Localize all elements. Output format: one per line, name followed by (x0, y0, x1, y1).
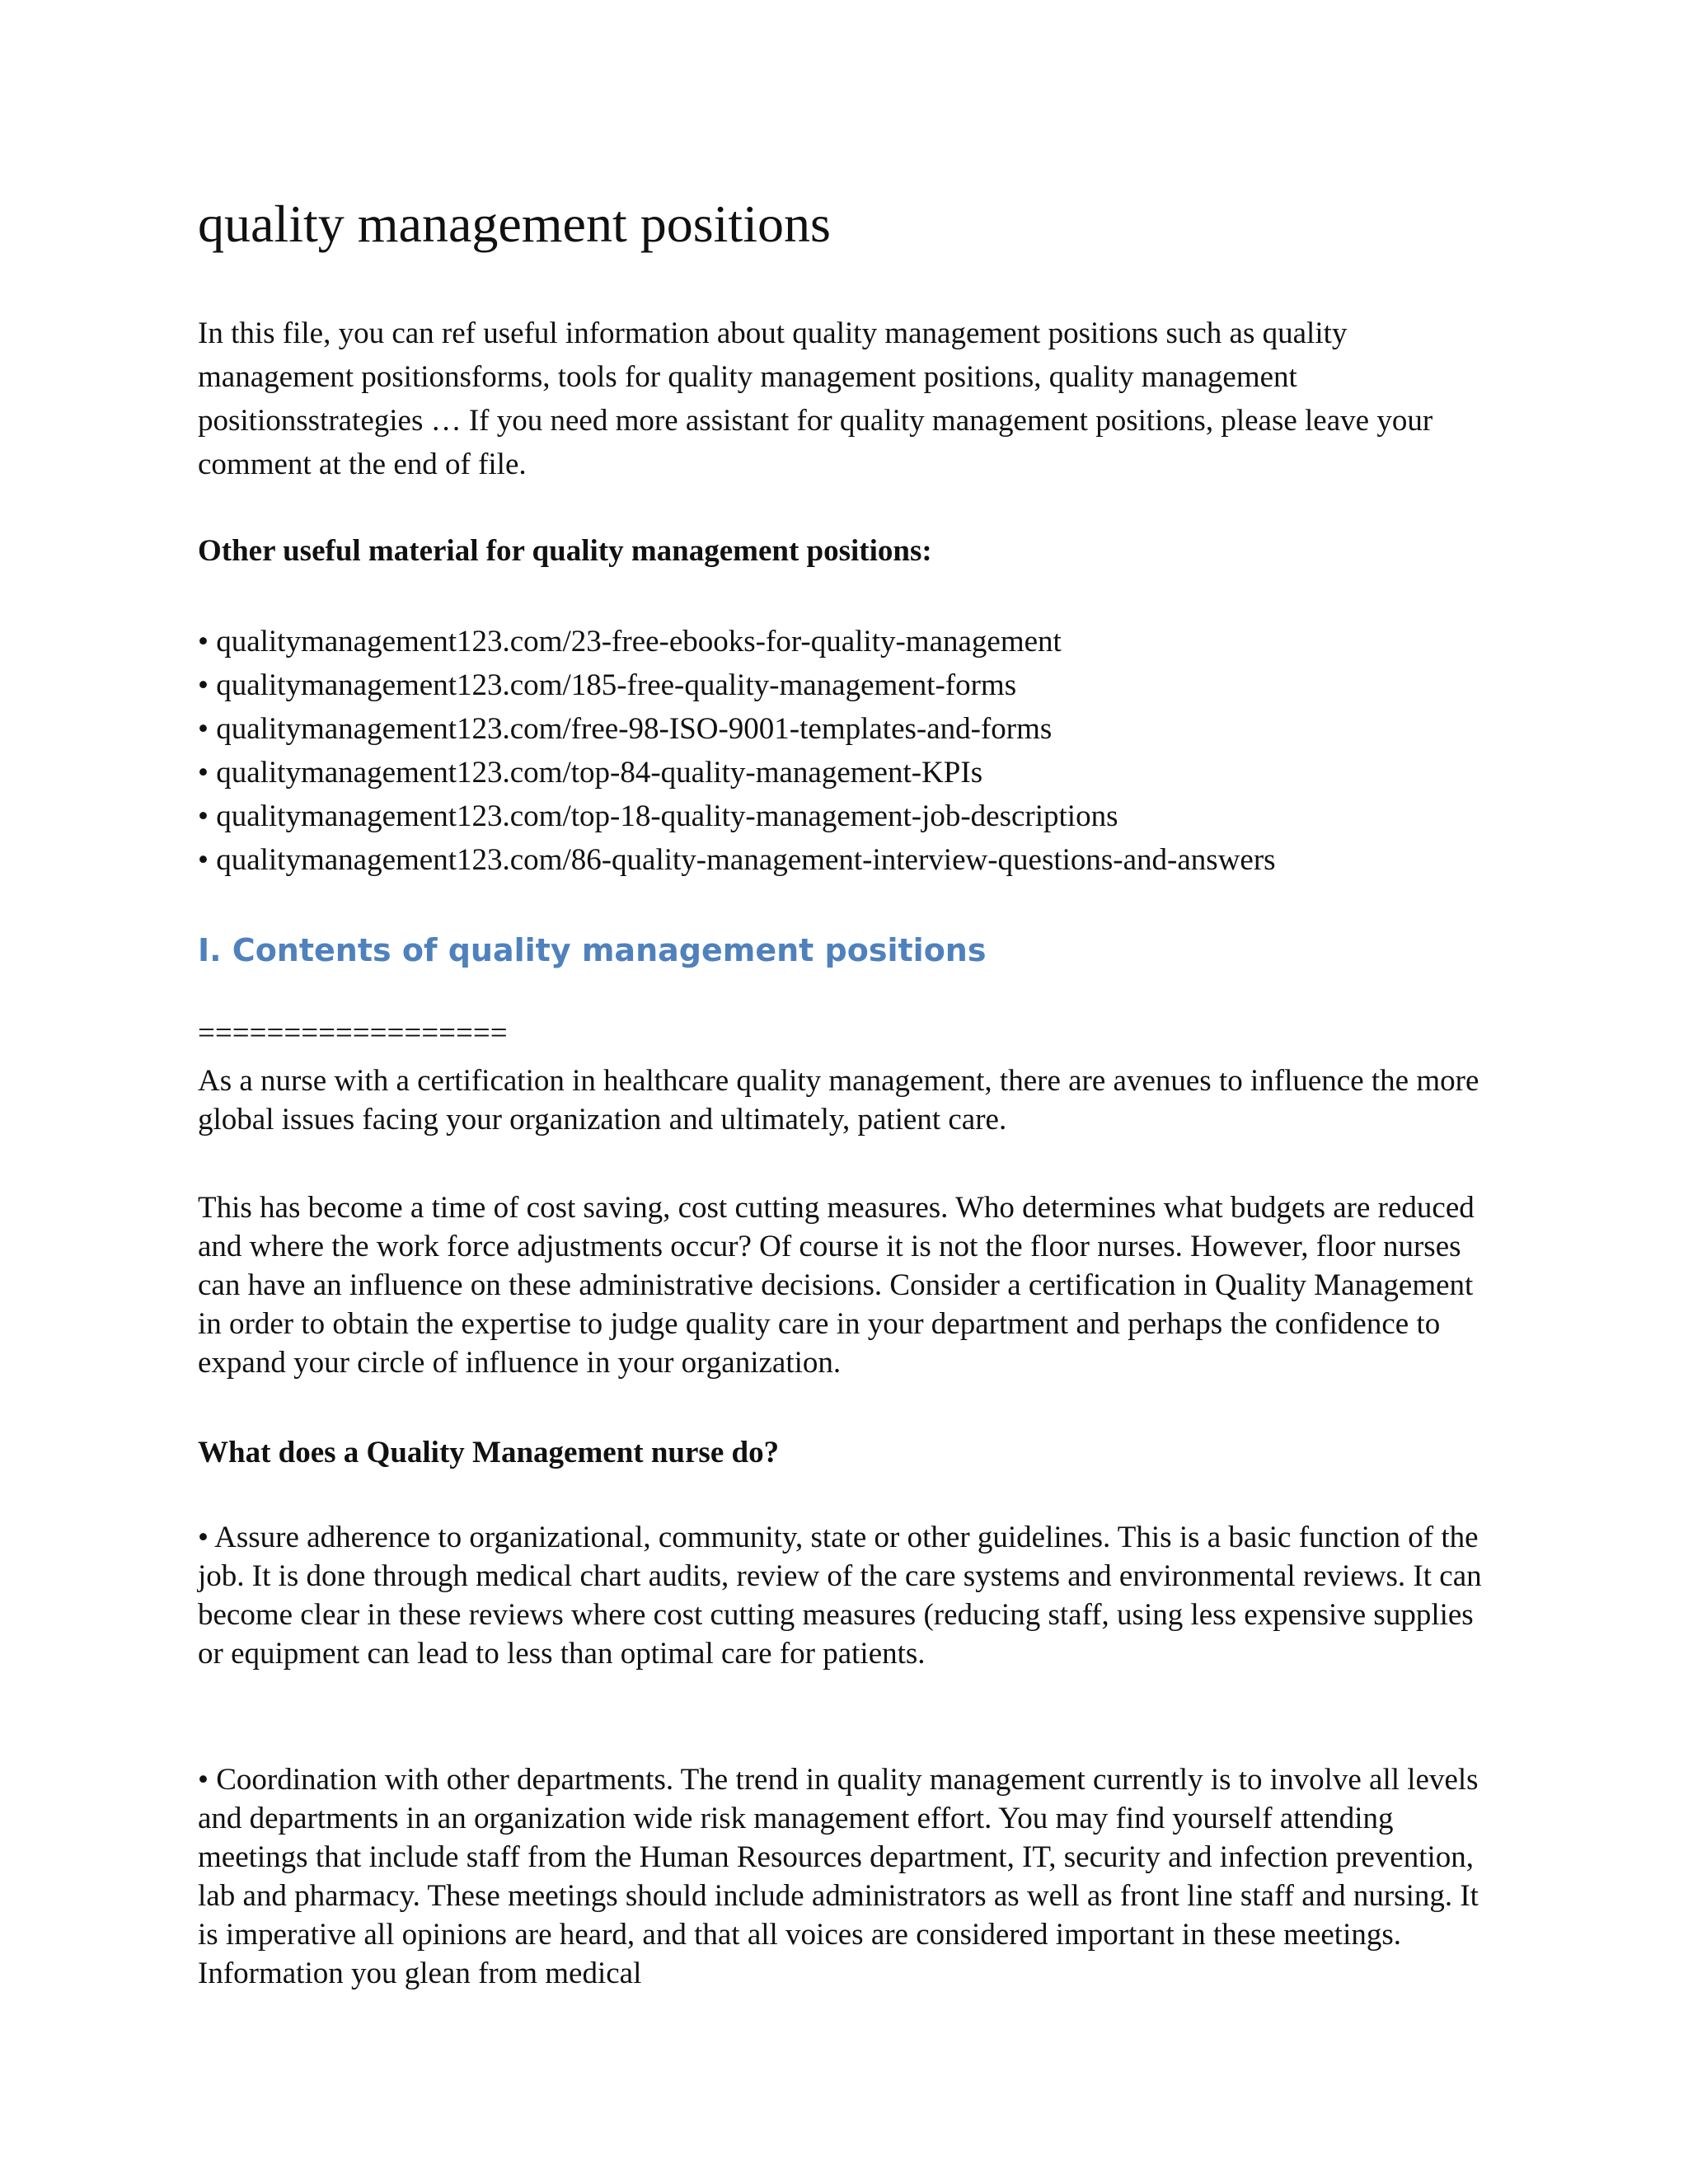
cost-saving-paragraph: This has become a time of cost saving, cost cutting measures. Who determines what budgets are reduced and where the work force adjustments occur? Of course it is not the floor nurses. However, floor nurses can have an influence on these administrative decisions. Consider a certification in Quality Management in order to obtain the expertise to judge quality care in your department and perhaps the confidence to expand your circle of influence in your organization. (198, 1191, 1475, 1380)
divider-line: ================== (198, 1016, 508, 1050)
resource-link-ebooks[interactable]: • qualitymanagement123.com/23-free-ebooks-for-quality-management (198, 625, 1062, 658)
bullet-assure-adherence: • Assure adherence to organizational, community, state or other guidelines. This is a basic function of the job. It is done through medical chart audits, review of the care systems and environmental reviews. It can become clear in these reviews where cost cutting measures (reducing staff, using less expensive supplies or equipment can lead to less than optimal care for patients. (198, 1521, 1482, 1671)
material-heading: Other useful material for quality management positions: (198, 534, 932, 568)
nurse-certification-paragraph: As a nurse with a certification in healthcare quality management, there are avenues to influence the more global issues facing your organization and ultimately, patient care. (198, 1064, 1479, 1137)
resource-link-list (198, 620, 1276, 882)
section-heading: I. Contents of quality management positions (198, 932, 987, 968)
resource-link-forms[interactable]: • qualitymanagement123.com/185-free-quality-management-forms (198, 668, 1017, 702)
resource-link-interview-questions[interactable]: • qualitymanagement123.com/86-quality-management-interview-questions-and-answers (198, 843, 1276, 877)
intro-paragraph: In this file, you can ref useful information about quality management positions such as quality management positionsforms, tools for quality management positions, quality management positionsstrategies … If you need more assistant for quality management positions, please leave your comment at the end of file. (198, 316, 1433, 481)
resource-link-job-descriptions[interactable]: • qualitymanagement123.com/top-18-quality-management-job-descriptions (198, 799, 1118, 833)
resource-link-kpis[interactable]: • qualitymanagement123.com/top-84-quality-management-KPIs (198, 756, 983, 790)
resource-link-iso-templates[interactable]: • qualitymanagement123.com/free-98-ISO-9001-templates-and-forms (198, 712, 1053, 746)
qm-nurse-heading: What does a Quality Management nurse do? (198, 1436, 780, 1469)
bullet-coordination: • Coordination with other departments. The trend in quality management currently is to involve all levels and departments in an organization wide risk management effort. You may find yourself attending meetings that include staff from the Human Resources department, IT, security and infection prevention, lab and pharmacy. These meetings should include administrators as well as front line staff and nursing. It is imperative all opinions are heard, and that all voices are considered important in these meetings. Information you glean from medical (198, 1763, 1479, 1990)
page-title: quality management positions (198, 194, 831, 253)
